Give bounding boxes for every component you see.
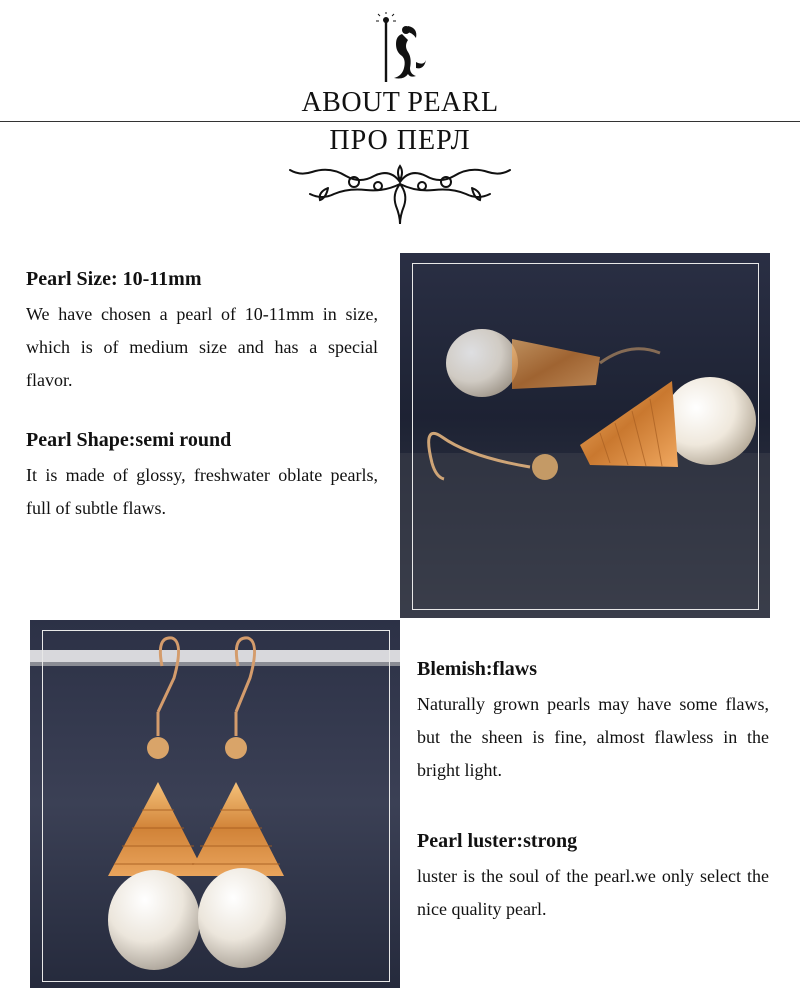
section-text: It is made of glossy, freshwater oblate pearls, full of subtle flaws.: [26, 465, 378, 518]
page-title-russian: ПРО ПЕРЛ: [329, 125, 471, 156]
section-pearl-shape: [26, 427, 378, 525]
section-blemish: [417, 656, 769, 787]
section-heading: Pearl Shape:semi round: [26, 429, 232, 451]
flourish-ornament-icon: [288, 160, 512, 230]
section-heading: Pearl Size: 10-11mm: [26, 268, 202, 290]
page-title-english: ABOUT PEARL: [0, 86, 800, 120]
section-pearl-luster: [417, 828, 769, 926]
section-text: luster is the soul of the pearl.we only select the nice quality pearl.: [417, 866, 769, 919]
product-photo-earrings-side: [400, 253, 770, 618]
section-text: We have chosen a pearl of 10-11mm in size, which is of medium size and has a special flavor.: [26, 304, 378, 390]
photo-frame: [42, 630, 390, 982]
section-heading: Blemish:flaws: [417, 658, 537, 680]
header-divider-line: [0, 121, 800, 122]
section-pearl-size: [26, 266, 378, 397]
section-heading: Pearl luster:strong: [417, 830, 578, 852]
product-photo-earrings-front: [30, 620, 400, 988]
mermaid-trident-logo-icon: [368, 12, 432, 86]
photo-frame: [412, 263, 759, 610]
section-text: Naturally grown pearls may have some flaws, but the sheen is fine, almost flawless in the bright light.: [417, 694, 769, 780]
